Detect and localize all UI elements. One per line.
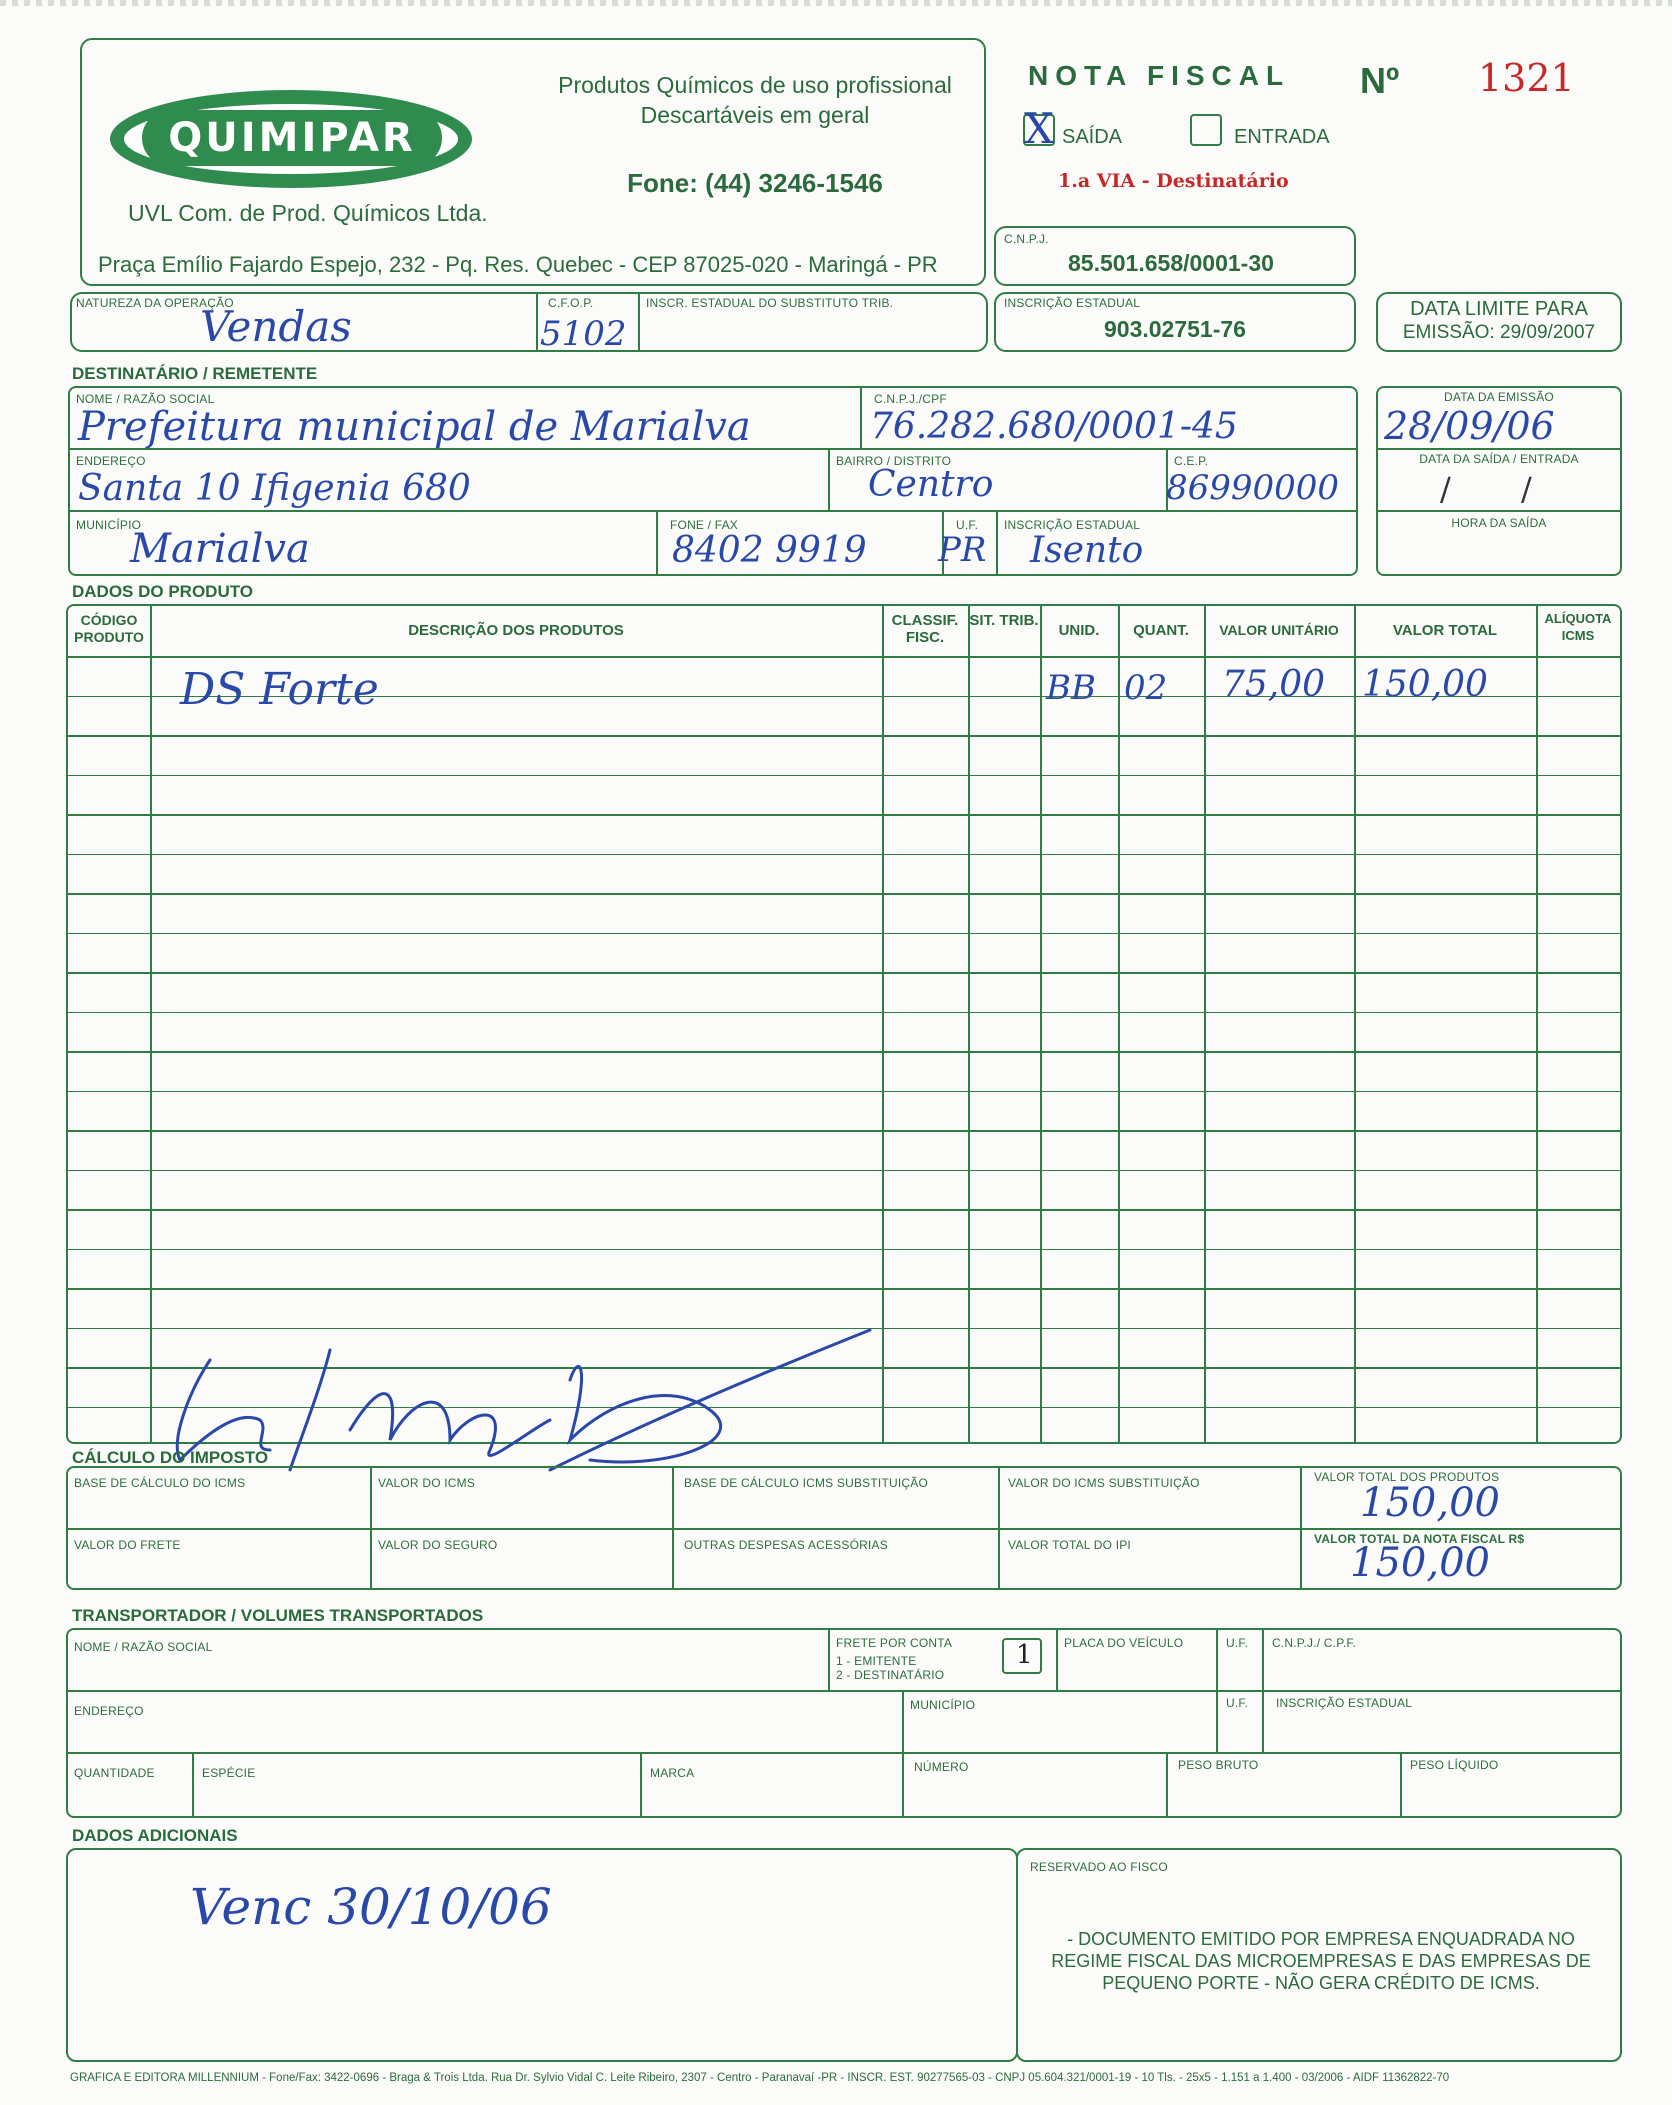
dest-endereco[interactable]: Santa 10 Ifigenia 680 xyxy=(78,468,471,509)
transp-ie-label: INSCRIÇÃO ESTADUAL xyxy=(1276,1696,1413,1710)
th-aliquota: ALÍQUOTA ICMS xyxy=(1544,611,1612,643)
dest-municipio-label: MUNICÍPIO xyxy=(76,518,142,532)
table-row xyxy=(68,1170,1620,1172)
number-symbol: Nº xyxy=(1360,60,1400,101)
base-subst-label: BASE DE CÁLCULO ICMS SUBSTITUIÇÃO xyxy=(684,1476,928,1490)
dest-cnpj[interactable]: 76.282.680/0001-45 xyxy=(870,406,1238,447)
tagline-2: Descartáveis em geral xyxy=(640,102,870,128)
entrada-checkbox[interactable] xyxy=(1190,114,1222,146)
dest-nome[interactable]: Prefeitura municipal de Marialva xyxy=(78,404,751,450)
hora-saida-label: HORA DA SAÍDA xyxy=(1451,516,1547,530)
company-name: UVL Com. de Prod. Químicos Ltda. xyxy=(128,200,488,226)
logo: QUIMIPAR xyxy=(142,110,442,166)
natureza-value[interactable]: Vendas xyxy=(200,302,352,351)
valor-icms-label: VALOR DO ICMS xyxy=(378,1476,476,1490)
table-row xyxy=(68,972,1620,974)
th-sit: SIT. TRIB. xyxy=(969,612,1039,629)
ie-subst-label: INSCR. ESTADUAL DO SUBSTITUTO TRIB. xyxy=(646,296,894,310)
issuer-phone: Fone: (44) 3246-1546 xyxy=(627,168,883,198)
transp-cnpj-label: C.N.P.J./ C.P.F. xyxy=(1272,1636,1357,1650)
entrada-label: ENTRADA xyxy=(1234,126,1330,148)
dest-uf[interactable]: PR xyxy=(938,530,987,570)
issuer-cnpj: 85.501.658/0001-30 xyxy=(1068,250,1274,276)
ipi-label: VALOR TOTAL DO IPI xyxy=(1008,1538,1131,1552)
frete-conta-label: FRETE POR CONTA xyxy=(836,1636,953,1650)
disclaimer: - DOCUMENTO EMITIDO POR EMPRESA ENQUADRADA NO REGIME FISCAL DAS MICROEMPRESAS E DAS EMPRESAS DE PEQUENO PORTE - NÃO GERA CRÉDITO DE ICMS. xyxy=(1051,1929,1591,1993)
cnpj-label: C.N.P.J. xyxy=(1004,232,1049,246)
base-icms-label: BASE DE CÁLCULO DO ICMS xyxy=(74,1476,246,1490)
table-row xyxy=(68,1130,1620,1132)
adicionais-section: DADOS ADICIONAIS xyxy=(72,1826,238,1845)
cfop-value[interactable]: 5102 xyxy=(540,314,627,354)
th-unid: UNID. xyxy=(1058,622,1100,639)
total-nota-label: VALOR TOTAL DA NOTA FISCAL R$ xyxy=(1314,1532,1525,1546)
ie-label: INSCRIÇÃO ESTADUAL xyxy=(1004,296,1141,310)
dest-ie-label: INSCRIÇÃO ESTADUAL xyxy=(1004,518,1141,532)
peso-bruto-label: PESO BRUTO xyxy=(1178,1758,1259,1772)
transp-uf2-label: U.F. xyxy=(1226,1696,1249,1710)
natureza-label: NATUREZA DA OPERAÇÃO xyxy=(76,296,234,310)
data-emissao-label: DATA DA EMISSÃO xyxy=(1444,390,1554,404)
th-codigo: CÓDIGO PRODUTO xyxy=(74,612,144,645)
dest-uf-label: U.F. xyxy=(956,518,979,532)
table-row xyxy=(68,1012,1620,1014)
especie-label: ESPÉCIE xyxy=(202,1766,256,1780)
item-valor-unitario[interactable]: 75,00 xyxy=(1222,664,1326,705)
table-row xyxy=(68,1209,1620,1211)
table-row xyxy=(68,933,1620,935)
cfop-label: C.F.O.P. xyxy=(548,296,594,310)
numero-label: NÚMERO xyxy=(914,1760,969,1774)
frete-op2: 2 - DESTINATÁRIO xyxy=(836,1668,945,1682)
total-produtos[interactable]: 150,00 xyxy=(1360,1480,1500,1526)
table-row xyxy=(68,1288,1620,1290)
saida-label: SAÍDA xyxy=(1062,126,1123,148)
perforated-edge xyxy=(0,0,1672,6)
table-row xyxy=(68,814,1620,816)
total-nota[interactable]: 150,00 xyxy=(1350,1540,1490,1586)
dest-bairro[interactable]: Centro xyxy=(868,464,994,505)
via-label: 1.a VIA - Destinatário xyxy=(1058,170,1289,192)
item-unid[interactable]: BB xyxy=(1046,668,1096,708)
data-saida[interactable]: / / xyxy=(1440,470,1562,508)
destinatario-section: DESTINATÁRIO / REMETENTE xyxy=(72,364,318,383)
dest-bairro-label: BAIRRO / DISTRITO xyxy=(836,454,952,468)
dest-ie[interactable]: Isento xyxy=(1030,530,1144,571)
dest-endereco-label: ENDEREÇO xyxy=(76,454,146,468)
total-produtos-label: VALOR TOTAL DOS PRODUTOS xyxy=(1314,1470,1500,1484)
table-row xyxy=(68,893,1620,895)
tagline-1: Produtos Químicos de uso profissional xyxy=(558,72,952,98)
th-classif: CLASSIF. FISC. xyxy=(891,612,959,646)
frete-conta-value: 1 xyxy=(1016,1640,1033,1670)
table-row xyxy=(68,854,1620,856)
printer-footer: GRÁFICA E EDITORA MILLENNIUM - Fone/Fax: 3422-0696 - Braga & Trois Ltda. Rua Dr. Sylvio Vidal C. Leite Ribeiro, 2307 - Centro - Paranavaí -PR - INSCR. EST. 90277565-03 - CNPJ 05.604.321/0001-19 - 10 Tls. - 25x5 - 1.151 a 1.400 - 03/2006 - AIDF 11362822-70 xyxy=(70,2072,1450,2084)
vencimento-note[interactable]: Venc 30/10/06 xyxy=(190,1878,552,1936)
transp-uf-label: U.F. xyxy=(1226,1636,1249,1650)
outras-label: OUTRAS DESPESAS ACESSÓRIAS xyxy=(684,1538,888,1552)
table-row xyxy=(68,775,1620,777)
transp-nome-label: NOME / RAZÃO SOCIAL xyxy=(74,1640,213,1654)
fisco-label: RESERVADO AO FISCO xyxy=(1030,1860,1168,1874)
issuer-address: Praça Emílio Fajardo Espejo, 232 - Pq. Res. Quebec - CEP 87025-020 - Maringá - PR xyxy=(98,252,938,277)
quantidade-label: QUANTIDADE xyxy=(74,1766,155,1780)
data-limite-1: DATA LIMITE PARA xyxy=(1410,298,1588,320)
imposto-section: CÁLCULO DO IMPOSTO xyxy=(72,1448,269,1467)
saida-mark: X xyxy=(1024,104,1054,153)
item-valor-total[interactable]: 150,00 xyxy=(1362,664,1488,705)
table-row xyxy=(68,1051,1620,1053)
transportador-section: TRANSPORTADOR / VOLUMES TRANSPORTADOS xyxy=(72,1606,484,1625)
doc-title: NOTA FISCAL xyxy=(1028,60,1291,91)
invoice-number: 1321 xyxy=(1478,56,1575,100)
issuer-ie: 903.02751-76 xyxy=(1104,316,1246,342)
transp-municipio-label: MUNICÍPIO xyxy=(910,1698,976,1712)
th-quant: QUANT. xyxy=(1133,622,1189,639)
frete-label: VALOR DO FRETE xyxy=(74,1538,181,1552)
placa-label: PLACA DO VEÍCULO xyxy=(1064,1636,1184,1650)
valor-subst-label: VALOR DO ICMS SUBSTITUIÇÃO xyxy=(1008,1476,1200,1490)
data-emissao[interactable]: 28/09/06 xyxy=(1384,404,1555,448)
data-limite-2: EMISSÃO: 29/09/2007 xyxy=(1402,322,1596,343)
th-valor-total: VALOR TOTAL xyxy=(1392,622,1498,639)
dest-fone-label: FONE / FAX xyxy=(670,518,739,532)
dest-nome-label: NOME / RAZÃO SOCIAL xyxy=(76,392,215,406)
dest-fone[interactable]: 8402 9919 xyxy=(672,530,867,571)
dest-cep[interactable]: 86990000 xyxy=(1166,468,1340,508)
peso-liquido-label: PESO LÍQUIDO xyxy=(1410,1758,1499,1772)
th-descricao: DESCRIÇÃO DOS PRODUTOS xyxy=(408,622,624,639)
seguro-label: VALOR DO SEGURO xyxy=(378,1538,498,1552)
table-row xyxy=(68,1249,1620,1251)
table-row xyxy=(68,1091,1620,1093)
dest-cnpj-label: C.N.P.J./CPF xyxy=(874,392,947,406)
item-descricao[interactable]: DS Forte xyxy=(180,664,379,715)
th-valor-unitario: VALOR UNITÁRIO xyxy=(1219,622,1339,638)
dest-cep-label: C.E.P. xyxy=(1174,454,1209,468)
transp-endereco-label: ENDEREÇO xyxy=(74,1704,144,1718)
dest-municipio[interactable]: Marialva xyxy=(130,526,310,572)
frete-op1: 1 - EMITENTE xyxy=(836,1654,917,1668)
produtos-section: DADOS DO PRODUTO xyxy=(72,582,254,601)
data-saida-label: DATA DA SAÍDA / ENTRADA xyxy=(1419,452,1579,466)
table-row xyxy=(68,735,1620,737)
marca-label: MARCA xyxy=(650,1766,695,1780)
products-table xyxy=(66,604,1622,1444)
item-quant[interactable]: 02 xyxy=(1124,668,1168,708)
